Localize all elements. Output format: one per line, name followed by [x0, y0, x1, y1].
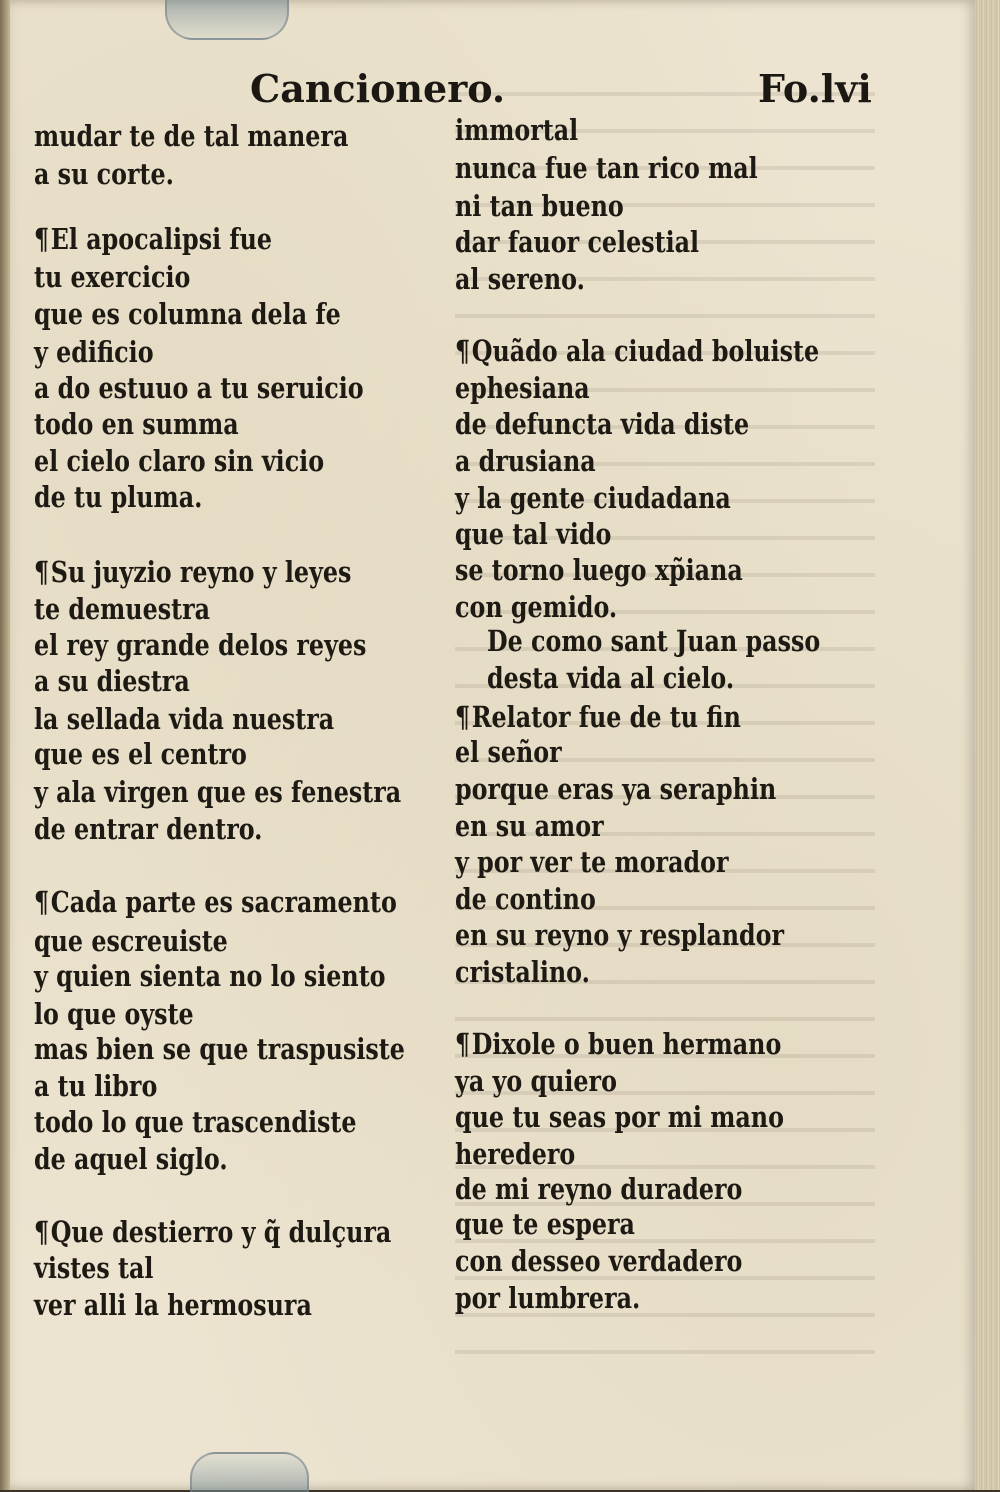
left-verse-line: ¶ El apocalipsi fue	[34, 225, 272, 254]
right-verse-line: dar fauor celestial	[455, 225, 700, 259]
left-verse-line: mas bien se que traspusiste	[34, 1032, 405, 1066]
left-verse-line: el cielo claro sin vicio	[34, 444, 325, 478]
right-verse-line: de contino	[455, 882, 596, 916]
left-verse-line: a tu libro	[34, 1069, 158, 1103]
right-verse-line: al sereno.	[455, 262, 585, 296]
right-verse-line: en su amor	[455, 809, 604, 843]
right-verse-line: y por ver te morador	[455, 845, 729, 879]
right-verse-line: porque eras ya seraphin	[455, 772, 777, 806]
top-clip	[165, 0, 289, 40]
left-verse-line: tu exercicio	[34, 260, 191, 294]
left-verse-line: ¶ Su juyzio reyno y leyes	[34, 558, 351, 587]
right-verse-line: y la gente ciudadana	[455, 481, 731, 515]
right-verse-line: ya yo quiero	[455, 1064, 617, 1098]
left-verse-line: la sellada vida nuestra	[34, 702, 335, 736]
right-verse-line: que te espera	[455, 1207, 635, 1241]
right-verse-line: se torno luego xp̃iana	[455, 553, 743, 587]
left-verse-line: que es el centro	[34, 737, 247, 771]
left-verse-line: que escreuiste	[34, 924, 228, 958]
left-verse-line: de tu pluma.	[34, 480, 203, 514]
right-verse-line: heredero	[455, 1137, 576, 1171]
left-verse-line: a su diestra	[34, 664, 190, 698]
left-verse-line: ¶ Que destierro y q̃ dulçura	[34, 1218, 391, 1247]
left-verse-line: todo lo que trascendiste	[34, 1105, 357, 1139]
right-verse-line: ni tan bueno	[455, 189, 624, 223]
right-verse-line: por lumbrera.	[455, 1281, 641, 1315]
right-verse-line: cristalino.	[455, 955, 590, 989]
right-verse-line: nunca fue tan rico mal	[455, 151, 758, 185]
left-verse-line: y ala virgen que es fenestra	[34, 775, 402, 809]
left-verse-line: ¶ Cada parte es sacramento	[34, 888, 397, 917]
left-verse-line: te demuestra	[34, 592, 211, 626]
right-verse-line: immortal	[455, 113, 579, 147]
folio-number: Fo.lvi	[758, 66, 872, 111]
right-verse-line: de defuncta vida diste	[455, 407, 750, 441]
running-head-title: Cancionero.	[250, 66, 506, 111]
right-verse-line: en su reyno y resplandor	[455, 918, 785, 952]
left-verse-line: de entrar dentro.	[34, 812, 263, 846]
right-verse-line: que tu seas por mi mano	[455, 1100, 784, 1134]
bottom-clip	[190, 1452, 309, 1492]
right-verse-line: de mi reyno duradero	[455, 1172, 743, 1206]
left-verse-line: mudar te de tal manera	[34, 119, 349, 153]
right-verse-line: que tal vido	[455, 517, 612, 551]
right-verse-line: ephesiana	[455, 371, 590, 405]
right-verse-line: a drusiana	[455, 444, 596, 478]
left-verse-line: el rey grande delos reyes	[34, 628, 367, 662]
right-verse-line: De como sant Juan passo	[487, 624, 821, 658]
left-verse-line: que es columna dela fe	[34, 297, 341, 331]
right-verse-line: el señor	[455, 735, 562, 769]
right-verse-line: ¶ Quãdo ala ciudad boluiste	[455, 337, 819, 366]
left-verse-line: de aquel siglo.	[34, 1142, 228, 1176]
left-verse-line: vistes tal	[34, 1251, 154, 1285]
fore-edge	[975, 0, 1000, 1490]
right-verse-line: con desseo verdadero	[455, 1244, 743, 1278]
left-verse-line: ver alli la hermosura	[34, 1288, 312, 1322]
left-verse-line: todo en summa	[34, 407, 239, 441]
left-verse-line: lo que oyste	[34, 997, 194, 1031]
left-verse-line: y edificio	[34, 335, 154, 369]
inner-gutter	[0, 0, 10, 1490]
left-verse-line: a su corte.	[34, 157, 174, 191]
left-verse-line: y quien sienta no lo siento	[34, 959, 386, 993]
right-verse-line: ¶ Relator fue de tu fin	[455, 703, 741, 732]
right-verse-line: con gemido.	[455, 590, 618, 624]
right-verse-line: desta vida al cielo.	[487, 661, 735, 695]
right-verse-line: ¶ Dixole o buen hermano	[455, 1030, 781, 1059]
left-verse-line: a do estuuo a tu seruicio	[34, 371, 364, 405]
